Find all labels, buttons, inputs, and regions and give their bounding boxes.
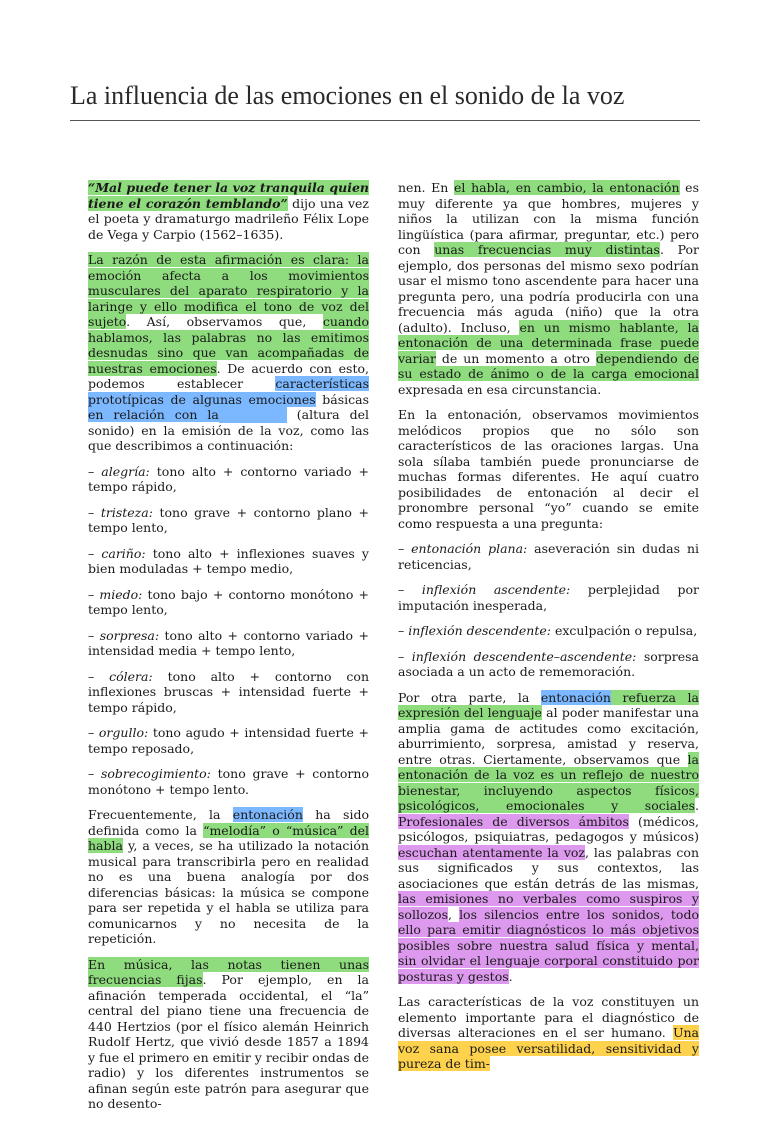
list-item: – sorpresa: tono alto + contorno variado + intensidad media + tempo lento, [88,627,369,658]
list-item: – cólera: tono alto + contorno con inflexiones bruscas + intensidad fuerte + tempo rápido, [88,668,369,715]
voice-paragraph: Las características de la voz constituyen un elemento importante para el diagnóstico de diversas alteraciones en el ser humano. Una voz sana posee versatilidad, sensitividad y pureza de tim- [398,994,699,1071]
intonation-list [398,541,699,680]
list-item: – inflexión descendente: exculpación o repulsa, [398,623,698,638]
list-item: – entonación plana: aseveración sin dudas ni reticencias, [398,541,699,572]
emotion-list [88,464,369,798]
reason-paragraph: La razón de esta afirmación es clara: la emoción afecta a los movimientos musculares del aparato respiratorio y la laringe y ello modifica el tono de voz del sujeto. Así, observamos que, cuando hablamos, las palabras no las emitimos desnudas sino que van acompañadas de nuestras emociones. De acuerdo con esto, podemos establecer características prototípicas de algunas emociones básicas en relación con la (altura del sonido) en la emisión de la voz, como las que describimos a continuación: [88,252,369,453]
list-item: – sobrecogimiento: tono grave + contorno monótono + tempo lento. [88,766,369,797]
highlighted-blank [219,407,287,423]
list-item: – orgullo: tono agudo + intensidad fuerte + tempo reposado, [88,725,369,756]
speech-paragraph: nen. En el habla, en cambio, la entonación es muy diferente ya que hombres, mujeres y niños la utilizan con la misma función lingüística (para afirmar, preguntar, etc.) pero con unas frecuencias muy distintas. Por ejemplo, dos personas del mismo sexo podrían usar el mismo tono ascendente para hacer una pregunta pero, una podría producirla con una frecuencia más aguda (niño) que la otra (adulto). Incluso, en un mismo hablante, la entonación de una determinada frase puede variar de un momento a otro dependiendo de su estado de ánimo o de la carga emocional expresada en esa circunstancia. [398,180,699,397]
list-item: – miedo: tono bajo + contorno monótono + tempo lento, [88,586,369,617]
list-item: – cariño: tono alto + inflexiones suaves y bien moduladas + tempo medio, [88,545,369,576]
lope-quote: “Mal puede tener la voz tranquila quien tiene el corazón temblando” [88,180,369,211]
intro-paragraph: “Mal puede tener la voz tranquila quien tiene el corazón temblando” dijo una vez el poeta y dramaturgo madrileño Félix Lope de Vega y Carpio (1562–1635). [88,180,369,242]
list-item: – inflexión ascendente: perplejidad por imputación inesperada, [398,582,699,613]
intonation-paragraph: En la entonación, observamos movimientos melódicos propios que no sólo son característicos de las oraciones largas. Una sola sílaba también puede pronunciarse de muchas formas diferentes. He aquí cuatro posibilidades de entonación al decir el pronombre personal “yo” cuando se emite como respuesta a una pregunta: [398,407,699,531]
expression-paragraph: Por otra parte, la entonación refuerza la expresión del lenguaje al poder manifestar una amplia gama de actitudes como excitación, aburrimiento, sorpresa, amistad y reserva, entre otras. Ciertamente, observamos que la entonación de la voz es un reflejo de nuestro bienestar, incluyendo aspectos físicos, psicológicos, emocionales y sociales. Profesionales de diversos ámbitos (médicos, psicólogos, psiquiatras, pedagogos y músicos) escuchan atentamente la voz, las palabras con sus significados y sus contextos, las asociaciones que están detrás de las mismas, las emisiones no verbales como suspiros y sollozos, los silencios entre los sonidos, todo ello para emitir diagnósticos lo más objetivos posibles sobre nuestra salud física y mental, sin olvidar el lenguaje corporal constituido por posturas y gestos. [398,689,699,984]
melody-paragraph: Frecuentemente, la entonación ha sido definida como la “melodía” o “música” del habla y, a veces, se ha utilizado la notación musical para transcribirla pero en realidad no es una buena analogía por dos diferencias básicas: la música se compone para ser repetida y el habla se utiliza para comunicarnos y no necesita de la repetición. [88,807,370,946]
music-paragraph: En música, las notas tienen unas frecuencias fijas. Por ejemplo, en la afinación temperada occidental, el “la” central del piano tiene una frecuencia de 440 Hertzios (por el físico alemán Heinrich Rudolf Hertz, que vivió desde 1857 a 1894 y fue el primero en emitir y recibir ondas de radio) y los diferentes instrumentos se afinan según este patrón para asegurar que no desento- [88,956,369,1111]
list-item: – alegría: tono alto + contorno variado + tempo rápido, [88,463,369,494]
right-column [398,180,699,1082]
page-title: La influencia de las emociones en el sonido de la voz [70,81,625,110]
list-item: – tristeza: tono grave + contorno plano + tempo lento, [88,504,369,535]
title-rule [70,120,700,121]
list-item: – inflexión descendente–ascendente: sorpresa asociada a un acto de rememoración. [398,648,699,679]
left-column [88,180,369,1122]
